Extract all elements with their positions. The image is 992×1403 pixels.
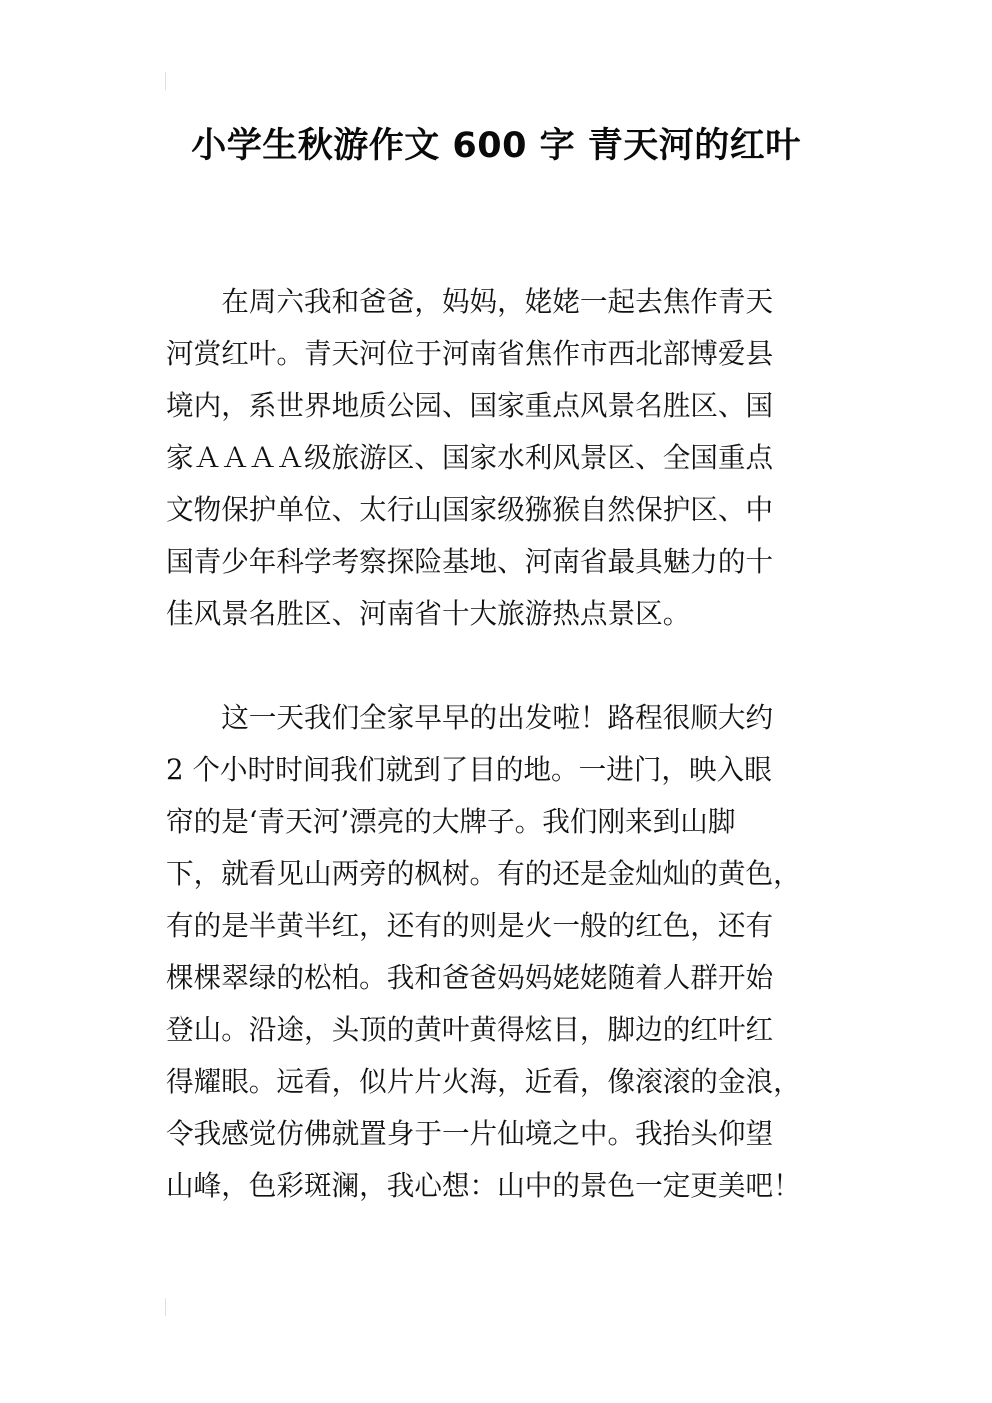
paragraph-line: 登山。沿途，头顶的黄叶黄得炫目，脚边的红叶红	[166, 1013, 774, 1046]
paragraph-2	[166, 692, 830, 1212]
paragraph-line: 帘的是‘青天河’漂亮的大牌子。我们刚来到山脚	[166, 805, 736, 838]
paragraph-line: 下，就看见山两旁的枫树。有的还是金灿灿的黄色，	[166, 857, 801, 890]
paragraph-line: 2 个小时时间我们就到了目的地。一进门，映入眼	[166, 753, 772, 786]
paragraph-line: 得耀眼。远看，似片片火海，近看，像滚滚的金浪，	[166, 1065, 801, 1098]
paragraph-line: 家ＡＡＡＡ级旅游区、国家水利风景区、全国重点	[166, 441, 774, 474]
paragraph-line: 有的是半黄半红，还有的则是火一般的红色，还有	[166, 909, 774, 942]
paragraph-line: 在周六我和爸爸，妈妈，姥姥一起去焦作青天	[221, 285, 774, 318]
paragraph-line: 令我感觉仿佛就置身于一片仙境之中。我抬头仰望	[166, 1117, 774, 1150]
margin-mark-bottom	[165, 1298, 166, 1316]
paragraph-line: 佳风景名胜区、河南省十大旅游热点景区。	[166, 597, 691, 630]
margin-mark-top	[165, 72, 166, 90]
document-title: 小学生秋游作文 600 字 青天河的红叶	[191, 126, 801, 166]
paragraph-1	[166, 276, 830, 640]
paragraph-line: 河赏红叶。青天河位于河南省焦作市西北部博爱县	[166, 337, 774, 370]
paragraph-line: 棵棵翠绿的松柏。我和爸爸妈妈姥姥随着人群开始	[166, 961, 774, 994]
paragraph-line: 文物保护单位、太行山国家级猕猴自然保护区、中	[166, 493, 774, 526]
paragraph-line: 国青少年科学考察探险基地、河南省最具魅力的十	[166, 545, 774, 578]
paragraph-line: 山峰，色彩斑澜，我心想：山中的景色一定更美吧！	[166, 1169, 801, 1202]
paragraph-line: 境内，系世界地质公园、国家重点风景名胜区、国	[166, 389, 774, 422]
paragraph-line: 这一天我们全家早早的出发啦！路程很顺大约	[221, 701, 774, 734]
